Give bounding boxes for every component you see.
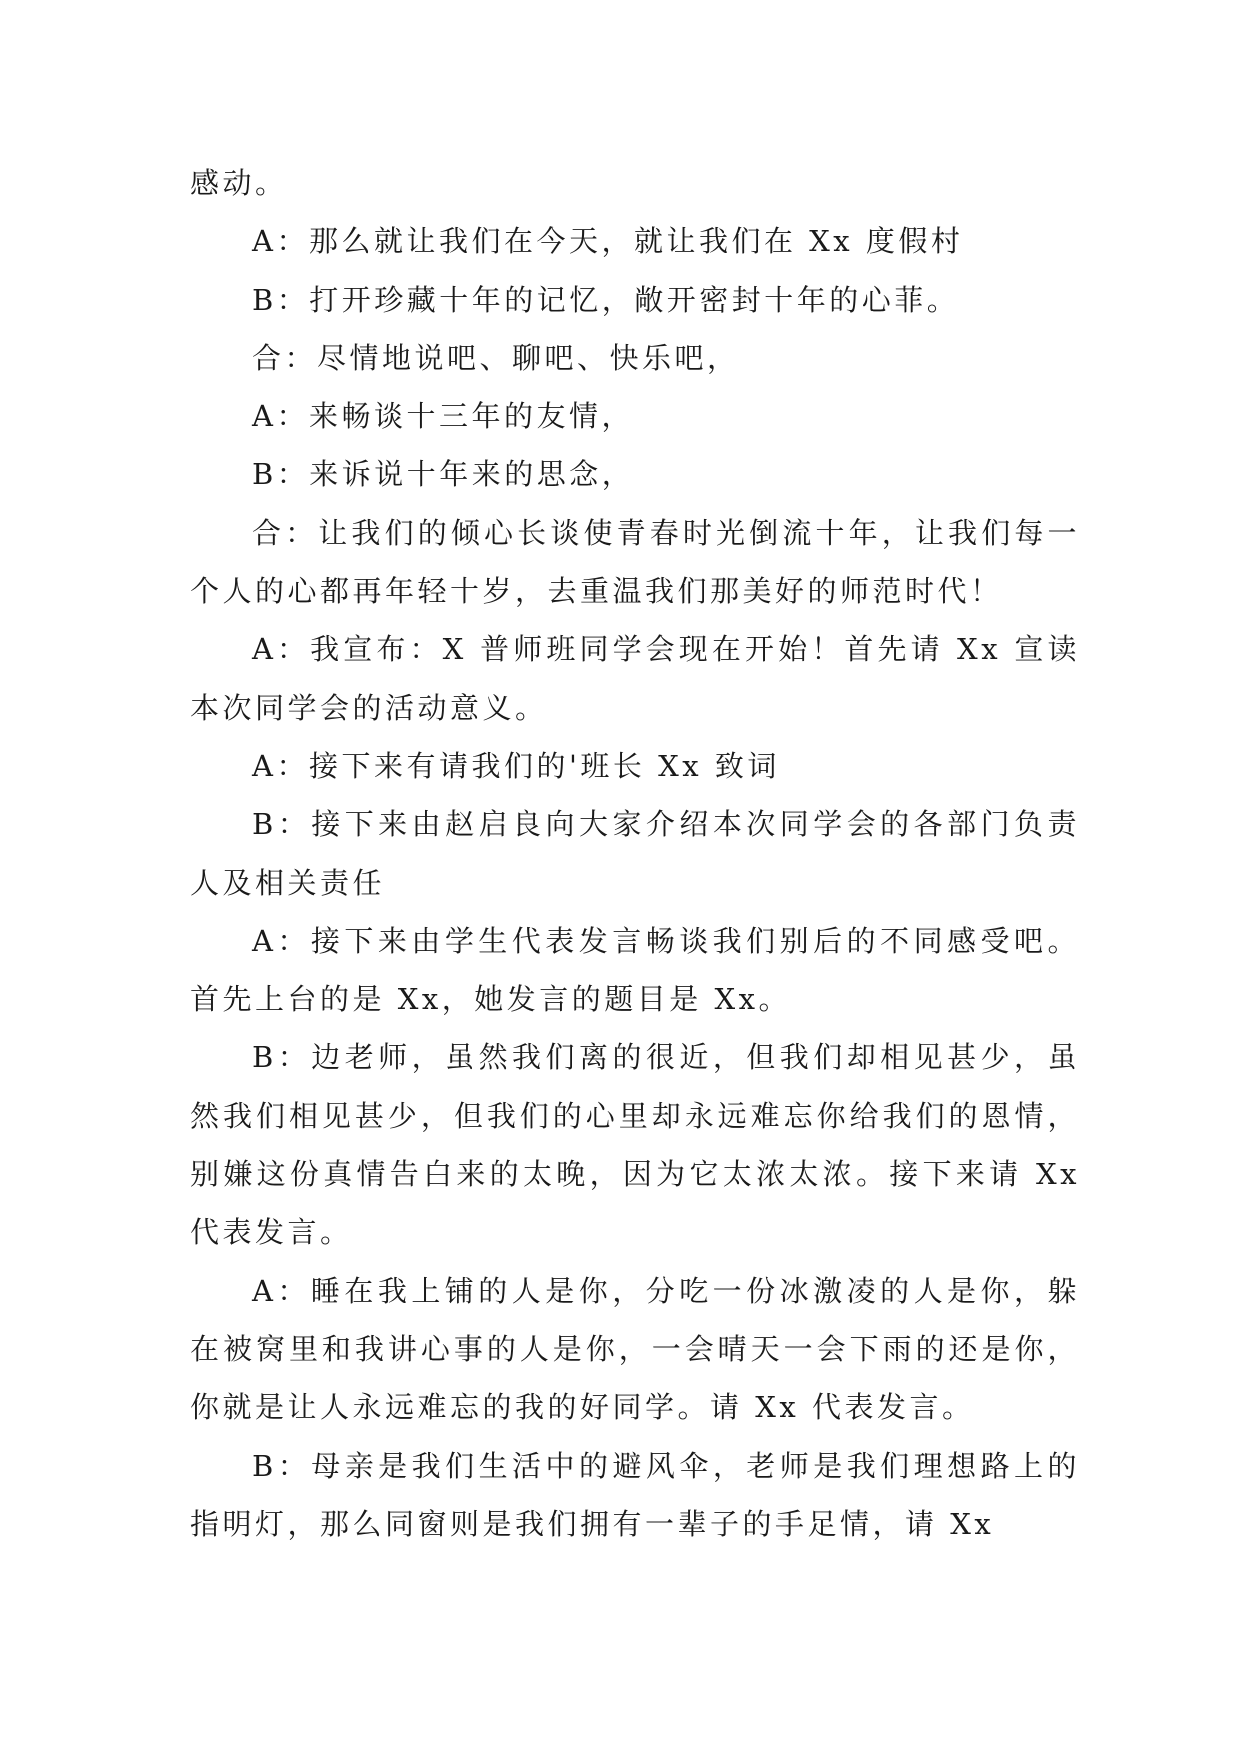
paragraph: A：接下来有请我们的'班长 Xx 致词: [252, 748, 780, 783]
paragraph: B：打开珍藏十年的记忆，敞开密封十年的心菲。: [252, 282, 960, 317]
paragraph: 合：让我们的倾心长谈使青春时光倒流十年，让我们每一个人的心都再年轻十岁，去重温我们那美好的师范时代！: [190, 515, 1080, 609]
paragraph: B：母亲是我们生活中的避风伞，老师是我们理想路上的指明灯，那么同窗则是我们拥有一辈子的手足情，请 Xx: [190, 1448, 1080, 1541]
paragraph: 合：尽情地说吧、聊吧、快乐吧，: [252, 340, 740, 375]
paragraph: A：我宣布：X 普师班同学会现在开始！首先请 Xx 宣读本次同学会的活动意义。: [190, 632, 1080, 725]
paragraph: 感动。: [190, 166, 288, 200]
paragraph: A：睡在我上铺的人是你，分吃一份冰激凌的人是你，躲在被窝里和我讲心事的人是你，一会晴天一会下雨的还是你，你就是让人永远难忘的我的好同学。请 Xx 代表发言。: [190, 1273, 1080, 1425]
document-body: [190, 154, 1080, 1553]
paragraph: A：那么就让我们在今天，就让我们在 Xx 度假村: [252, 224, 964, 259]
paragraph: B：边老师，虽然我们离的很近，但我们却相见甚少，虽然我们相见甚少，但我们的心里却永远难忘你给我们的恩情，别嫌这份真情告白来的太晚，因为它太浓太浓。接下来请 Xx 代表发言。: [190, 1040, 1080, 1250]
paragraph: B：接下来由赵启良向大家介绍本次同学会的各部门负责人及相关责任: [190, 807, 1080, 900]
paragraph: B：来诉说十年来的思念，: [252, 457, 635, 492]
paragraph: A：来畅谈十三年的友情，: [252, 399, 634, 434]
paragraph: A：接下来由学生代表发言畅谈我们别后的不同感受吧。首先上台的是 Xx，她发言的题目是 Xx。: [190, 923, 1080, 1017]
